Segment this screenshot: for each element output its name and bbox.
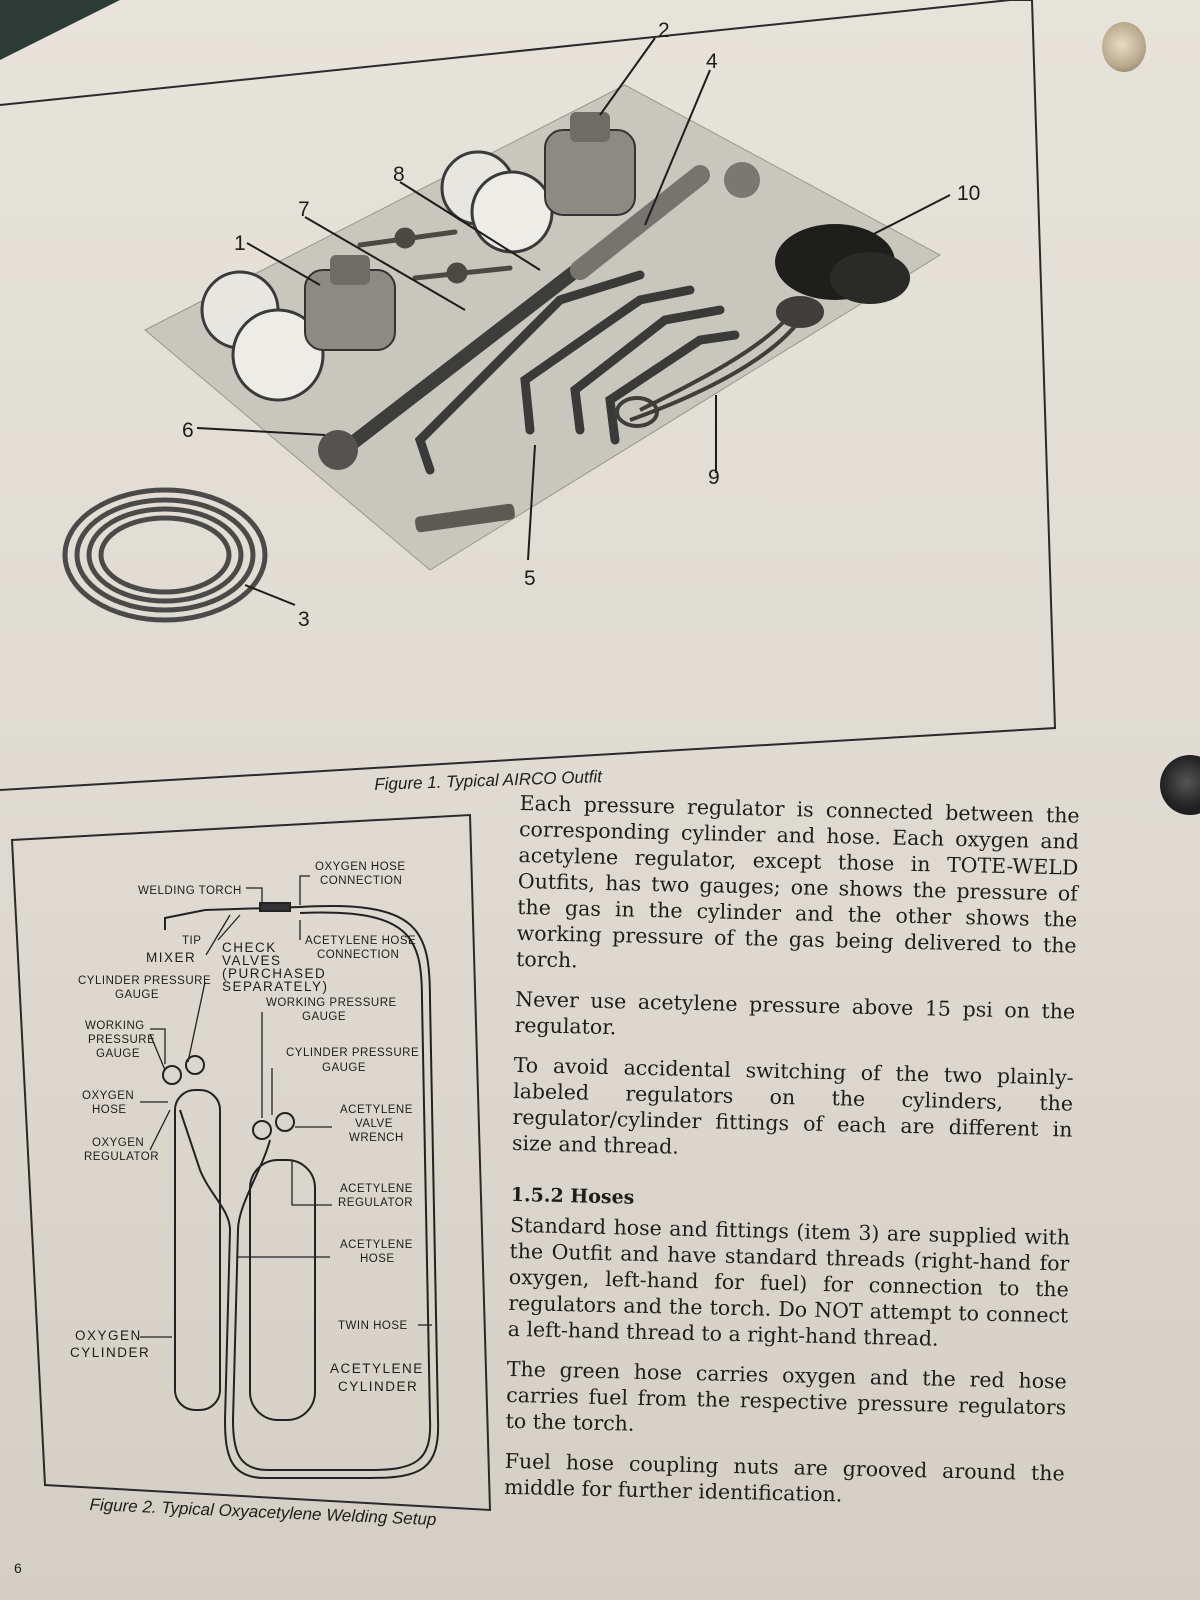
figure-1-caption: Figure 1. Typical AIRCO Outfit [374,767,603,794]
label-acetylene-valve-wrench-2: VALVE [355,1118,393,1130]
label-twin-hose: TWIN HOSE [338,1320,408,1332]
label-acetylene-regulator: ACETYLENE [340,1183,413,1195]
label-working-pressure-gauge-left: WORKING [85,1020,145,1032]
callout-4: 4 [706,50,718,73]
label-oxygen-hose-connection-2: CONNECTION [320,875,403,887]
label-working-pressure-gauge-right-2: GAUGE [302,1011,347,1023]
figure-2-diagram [0,800,520,1570]
welding-torch-drawing [165,903,300,930]
hose-coil-photo [65,490,265,620]
paragraph-regulator-connection: Each pressure regulator is connected between the corresponding cylinder and hose. Each oxygen and acetylene regulator, except those in TOTE-WELD Outfits, has two gauges; one shows the pressure of the gas in the cylinder and the other shows the working pressure of the gas being delivered to the torch. [515,790,1080,973]
label-acetylene-valve-wrench-3: WRENCH [349,1132,404,1144]
paragraph-coupling-nuts: Fuel hose coupling nuts are grooved around the middle for further identification. [503,1448,1065,1507]
section-heading-hoses: 1.5.2 Hoses [510,1183,635,1209]
callout-8: 8 [393,163,405,186]
paragraph-standard-hose: Standard hose and fittings (item 3) are supplied with the Outfit and have standard threads (right-hand for oxygen, left-hand for fuel) for connection to the regulators and the torch. Do NOT attempt to connect a left-hand thread to a right-hand thread. [507,1212,1071,1351]
acetylene-regulator-drawing [253,1121,271,1139]
paragraph-regulator-fittings: To avoid accidental switching of the two plainly-labeled regulators on the cylinders, the regulator/cylinder fittings of each are different in size and thread. [511,1052,1074,1159]
label-acetylene-hose-connection: ACETYLENE HOSE [305,935,417,947]
body-text-column [504,790,1080,1527]
label-working-pressure-gauge-right: WORKING PRESSURE [266,997,397,1009]
label-cylinder-pressure-gauge-right: CYLINDER PRESSURE [286,1047,420,1059]
label-cylinder-pressure-gauge-left: CYLINDER PRESSURE [78,975,212,987]
label-check-valves-4: SEPARATELY) [222,979,329,994]
callout-5: 5 [524,567,536,590]
label-check-valves-2: VALVES [222,953,282,968]
callout-6: 6 [182,419,194,442]
label-acetylene-valve-wrench: ACETYLENE [340,1104,413,1116]
label-acetylene-cylinder: ACETYLENE [330,1361,424,1376]
figure-2-labels [70,861,424,1394]
paragraph-hose-colors: The green hose carries oxygen and the red hose carries fuel from the respective pressure regulators to the torch. [505,1356,1067,1436]
callout-9: 9 [708,466,720,489]
label-oxygen-regulator-2: REGULATOR [84,1151,160,1163]
label-oxygen-hose-connection: OXYGEN HOSE [315,861,406,873]
label-welding-torch: WELDING TORCH [138,885,242,897]
label-check-valves-3: (PURCHASED [222,966,327,981]
callout-1: 1 [234,232,246,255]
label-acetylene-hose: ACETYLENE [340,1239,413,1251]
callout-7: 7 [298,198,310,221]
label-working-pressure-gauge-left-2: PRESSURE [88,1034,156,1046]
label-acetylene-regulator-2: REGULATOR [338,1197,414,1209]
oxygen-regulator-drawing [163,1066,181,1084]
paragraph-acetylene-pressure-warning: Never use acetylene pressure above 15 psi on the regulator. [514,986,1076,1040]
callout-2: 2 [658,19,670,42]
page-number: 6 [14,1560,22,1576]
label-cylinder-pressure-gauge-left-2: GAUGE [115,989,160,1001]
label-cylinder-pressure-gauge-right-2: GAUGE [322,1062,367,1074]
label-mixer: MIXER [146,950,197,965]
label-oxygen-cylinder: OXYGEN [75,1328,142,1343]
label-oxygen-cylinder-2: CYLINDER [70,1345,151,1360]
label-check-valves: CHECK [222,940,277,955]
acetylene-cylinder-drawing [250,1160,315,1420]
label-oxygen-hose-2: HOSE [92,1104,127,1116]
label-working-pressure-gauge-left-3: GAUGE [96,1048,141,1060]
callout-10: 10 [957,182,981,205]
label-acetylene-hose-connection-2: CONNECTION [317,949,400,961]
label-oxygen-regulator: OXYGEN [92,1137,145,1149]
label-acetylene-hose-2: HOSE [360,1253,395,1265]
callout-3: 3 [298,608,310,631]
label-tip: TIP [182,935,202,947]
figure-2-caption: Figure 2. Typical Oxyacetylene Welding Setup [89,1495,437,1530]
label-acetylene-cylinder-2: CYLINDER [338,1379,419,1394]
oxygen-cylinder-drawing [175,1090,220,1410]
label-oxygen-hose: OXYGEN [82,1090,135,1102]
